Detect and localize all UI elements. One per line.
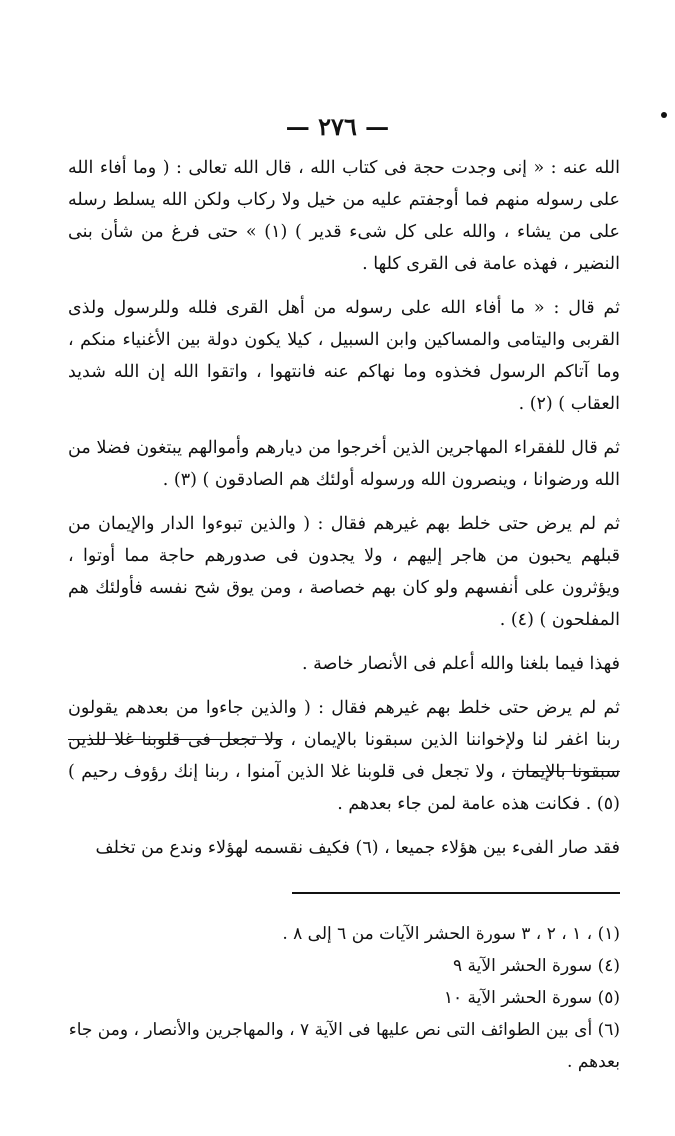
- paragraph-6-start: ثم لم يرض حتى خلط بهم غيرهم فقال : ( والذين جاءوا من بعدهم يقولون ربنا اغفر لنا ولإخواننا الذين سبقونا بالإيمان ،: [68, 698, 620, 750]
- paragraph-1: الله عنه : « إنى وجدت حجة فى كتاب الله ، قال الله تعالى : ( وما أفاء الله على رسوله منهم فما أوجفتم عليه من خيل ولا ركاب ولكن الله يسلط رسله على من يشاء ، والله على كل شىء قدير ) (١) » حتى فرغ من شأن بنى النضير ، فهذه عامة فى القرى كلها .: [68, 158, 620, 274]
- struck-text: ولا تجعل فى قلوبنا غلا للذين سبقونا بالإيمان: [68, 730, 620, 782]
- paragraph-3: ثم قال للفقراء المهاجرين الذين أخرجوا من ديارهم وأموالهم يبتغون فضلا من الله ورضوانا ، وينصرون الله ورسوله أولئك هم الصادقون ) (٣) .: [68, 438, 620, 490]
- paragraph-2: ثم قال : « ما أفاء الله على رسوله من أهل القرى فلله وللرسول ولذى القربى واليتامى والمساكين وابن السبيل ، كيلا يكون دولة بين الأغنياء منكم ، وما آتاكم الرسول فخذوه وما نهاكم عنه فانتهوا ، واتقوا الله إن الله شديد العقاب ) (٢) .: [68, 298, 620, 414]
- paragraph-6: [68, 692, 620, 820]
- footnote-divider: [292, 892, 620, 894]
- footnote-4: (٦) أى بين الطوائف التى نص عليها فى الآية ٧ ، والمهاجرين والأنصار ، ومن جاء بعدهم .: [68, 1020, 620, 1072]
- footnotes: [60, 918, 620, 1078]
- paragraph-7: فقد صار الفىء بين هؤلاء جميعا ، (٦) فكيف نقسمه لهؤلاء وندع من تخلف: [95, 838, 620, 858]
- ink-mark: [661, 112, 667, 118]
- paragraph-5: فهذا فيما بلغنا والله أعلم فى الأنصار خاصة .: [302, 654, 620, 674]
- paragraph-4: ثم لم يرض حتى خلط بهم غيرهم فقال : ( والذين تبوءوا الدار والإيمان من قبلهم يحبون من هاجر إليهم ، ولا يجدون فى صدورهم حاجة مما أوتوا ، ويؤثرون على أنفسهم ولو كان بهم خصاصة ، ومن يوق شح نفسه فأولئك هم المفلحون ) (٤) .: [68, 514, 620, 630]
- footnote-2: (٤) سورة الحشر الآية ٩: [453, 956, 620, 976]
- body-text: [68, 152, 620, 864]
- page-number: — ٢٧٦ —: [285, 112, 390, 141]
- footnote-1: (١) ، ١ ، ٢ ، ٣ سورة الحشر الآيات من ٦ إلى ٨ .: [282, 924, 620, 944]
- footnote-3: (٥) سورة الحشر الآية ١٠: [443, 988, 620, 1008]
- paragraph-6-end: ، ولا تجعل فى قلوبنا غلا الذين آمنوا ، ربنا إنك رؤوف رحيم ) (٥) . فكانت هذه عامة لمن جاء بعدهم .: [68, 762, 620, 814]
